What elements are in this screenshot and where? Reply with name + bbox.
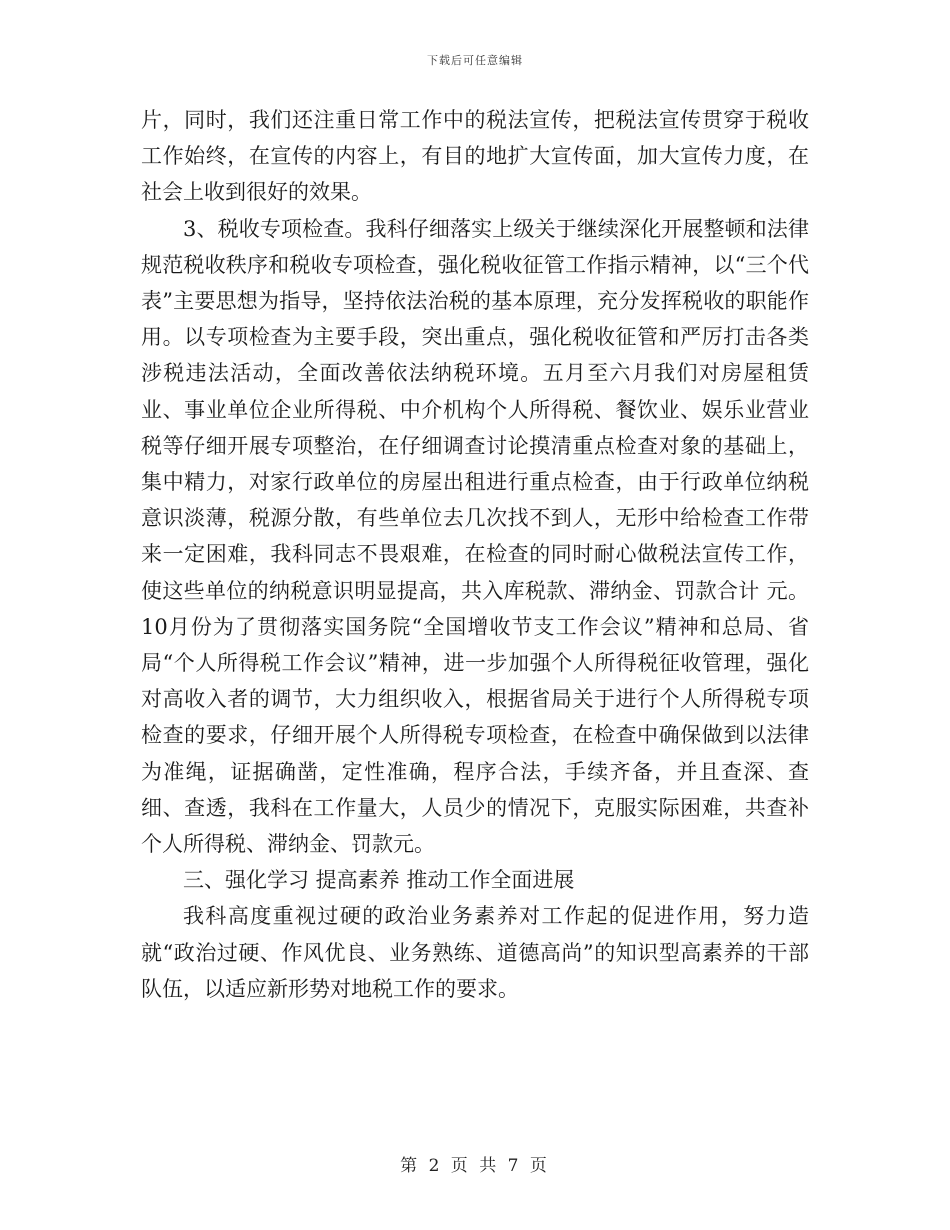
paragraph-study: 我科高度重视过硬的政治业务素养对工作起的促进作用，努力造就“政治过硬、作风优良、业务熟练、道德高尚”的知识型高素养的干部队伍，以适应新形势对地税工作的要求。 [141,904,809,1001]
section-heading: 三、强化学习 提高素养 推动工作全面进展 [183,868,575,893]
document-body [141,102,809,1007]
paragraph-continuation: 片，同时，我们还注重日常工作中的税法宣传，把税法宣传贯穿于税收工作始终，在宣传的内容上，有目的地扩大宣传面，加大宣传力度，在社会上收到很好的效果。 [141,108,809,205]
page-header: 下载后可任意编辑 [427,54,523,67]
page-footer: 第 2 页 共 7 页 [400,1156,550,1176]
paragraph-tax-inspection: 3、税收专项检查。我科仔细落实上级关于继续深化开展整顿和法律规范税收秩序和税收专项检查，强化税收征管工作指示精神，以“三个代表”主要思想为指导，坚持依法治税的基本原理，充分发挥税收的职能作用。以专项检查为主要手段，突出重点，强化税收征管和严厉打击各类涉税违法活动，全面改善依法纳税环境。五月至六月我们对房屋租赁业、事业单位企业所得税、中介机构个人所得税、餐饮业、娱乐业营业税等仔细开展专项整治，在仔细调查讨论摸清重点检查对象的基础上，集中精力，对家行政单位的房屋出租进行重点检查，由于行政单位纳税意识淡薄，税源分散，有些单位去几次找不到人，无形中给检查工作带来一定困难，我科同志不畏艰难，在检查的同时耐心做税法宣传工作，使这些单位的纳税意识明显提高，共入库税款、滞纳金、罚款合计 元。10月份为了贯彻落实国务院“全国增收节支工作会议”精神和总局、省局“个人所得税工作会议”精神，进一步加强个人所得税征收管理，强化对高收入者的调节，大力组织收入，根据省局关于进行个人所得税专项检查的要求，仔细开展个人所得税专项检查，在检查中确保做到以法律为准绳，证据确凿，定性准确，程序合法，手续齐备，并且查深、查细、查透，我科在工作量大，人员少的情况下，克服实际困难，共查补个人所得税、滞纳金、罚款元。 [141,216,809,857]
